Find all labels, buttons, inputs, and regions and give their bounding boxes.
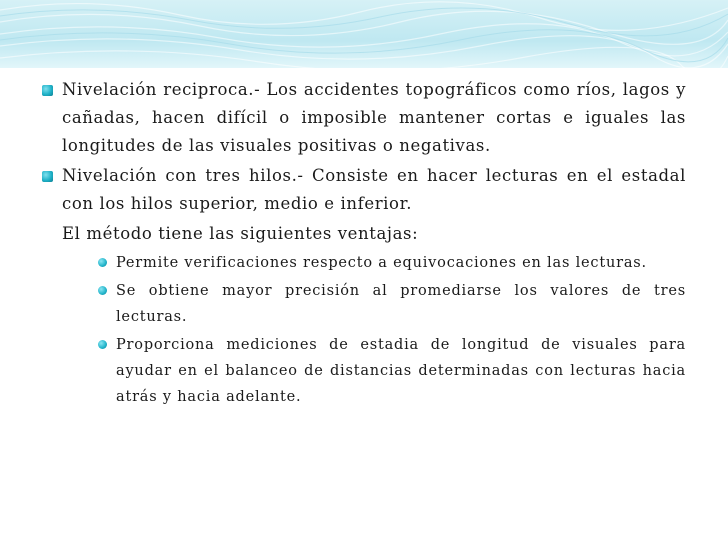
list-item [98,278,686,330]
bullet-text: Nivelación con tres hilos.- Consiste en hacer lecturas en el estadal con los hilos superior, medio e inferior. [62,166,686,213]
intro-text: El método tiene las siguientes ventajas: [62,224,419,243]
square-bullet-icon [42,85,53,96]
round-bullet-icon [98,286,107,295]
list-item [42,162,686,218]
sub-bullet-text: Permite verificaciones respecto a equivocaciones en las lecturas. [116,255,647,271]
sub-bullet-text: Proporciona mediciones de estadia de longitud de visuales para ayudar en el balanceo de distancias determinadas con lecturas hacia atrás y hacia adelante. [116,337,686,405]
bullet-text: Nivelación reciproca.- Los accidentes topográficos como ríos, lagos y cañadas, hacen difícil o imposible mantener cortas e iguales las longitudes de las visuales positivas o negativas. [62,80,686,155]
square-bullet-icon [42,171,53,182]
round-bullet-icon [98,258,107,267]
sub-bullet-text: Se obtiene mayor precisión al promediarse los valores de tres lecturas. [116,283,686,325]
list-item [42,76,686,160]
list-item [98,250,686,276]
wave-pattern-icon [0,0,728,68]
decorative-banner [0,0,728,68]
list-item [98,332,686,410]
round-bullet-icon [98,340,107,349]
slide-body [42,76,686,412]
